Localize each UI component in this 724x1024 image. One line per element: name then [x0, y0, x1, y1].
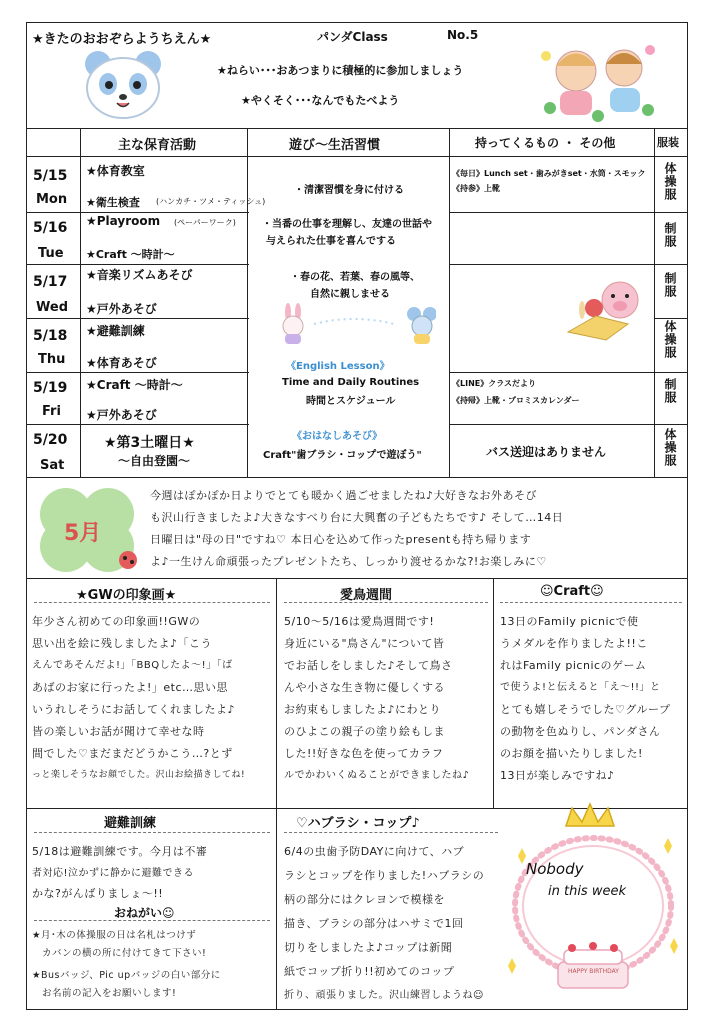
dow-5: Fri — [42, 404, 61, 419]
dow-2: Tue — [38, 246, 64, 261]
date-3: 5/17 — [33, 274, 68, 290]
gw-line-4: あばのお家に行ったよ!」etc…思い思 — [32, 681, 229, 694]
act-wed-1: ★音楽リズムあそび — [86, 268, 193, 282]
dress-fri: 制服 — [663, 378, 677, 404]
bird-title: 愛鳥週間 — [340, 588, 393, 603]
act-mon-1: ★体育教室 — [86, 164, 145, 178]
promise-text: ★やくそく･･･なんでもたべよう — [241, 94, 400, 107]
gw-line-6: 皆の楽しいお話が聞けて幸せな時 — [32, 725, 205, 738]
brush-line-7: 折り、頑張りました。沢山練習しようね☺ — [284, 990, 484, 1001]
gw-title: ★GWの印象画★ — [76, 588, 177, 603]
may-line-1: 今週はぽかぽか日よりでとても暖かく過ごせましたね♪大好きなお外あそび — [150, 489, 538, 502]
dress-wed: 制服 — [663, 272, 677, 298]
gw-line-2: 思い出を絵に残しましたよ♪「こう — [32, 637, 213, 650]
dow-1: Mon — [36, 192, 68, 207]
request-line-3: ★Busバッジ、Pic upバッジの白い部分に — [32, 970, 221, 981]
bird-line-7: した!!好きな色を使ってカラフ — [284, 747, 444, 760]
brush-title: ♡ハブラシ・コップ♪ — [296, 816, 420, 831]
dow-6: Sat — [40, 458, 65, 473]
craft-line-8: 13日が楽しみですね♪ — [500, 769, 615, 782]
habit-5: 自然に親しませる — [310, 289, 390, 300]
dress-sat: 体操服 — [663, 428, 677, 467]
bird-line-6: のひよこの親子の塗り絵もしま — [284, 725, 445, 738]
header-dress: 服装 — [657, 136, 679, 149]
habit-3: 与えられた仕事を喜んでする — [266, 236, 396, 247]
brush-line-1: 6/4の虫歯予防DAYに向けて、ハブ — [284, 845, 465, 858]
habit-4: ・春の花、若葉、春の風等、 — [290, 272, 420, 283]
evac-line-3: かな?がんばりましょ～!! — [32, 887, 164, 900]
brush-line-5: 切りをしましたよ♪コップは新聞 — [284, 941, 453, 954]
may-line-3: 日曜日は"母の日"ですね♡ 本日心を込めて作ったpresentも持ち帰ります — [150, 533, 532, 546]
children-flowers-icon — [538, 36, 658, 126]
craft-line-3: れはFamily picnicのゲーム — [500, 659, 647, 672]
bring-fri-2: 《持帰》上靴・プロミスカレンダー — [452, 396, 580, 405]
header-bring: 持ってくるもの ・ その他 — [475, 136, 616, 150]
may-badge: 5月 — [64, 521, 102, 546]
act-fri-1: ★Craft ～時計～ — [86, 378, 183, 392]
craft-line-7: のお顔を描いたりしました! — [500, 747, 643, 760]
may-line-4: よ♪一生けん命頑張ったプレゼントたち、しっかり渡せるかな?!お楽しみに♡ — [150, 555, 547, 568]
habit-1: ・清潔習慣を身に付ける — [294, 185, 404, 196]
brush-line-3: 柄の部分にはクレヨンで模様を — [284, 893, 445, 906]
cake-text: HAPPY BIRTHDAY — [568, 968, 619, 975]
act-sat-1: ★第3土曜日★ — [104, 435, 195, 451]
habit-2: ・当番の仕事を理解し、友達の世話や — [262, 219, 432, 230]
act-mon-2-note: (ハンカチ・ツメ・ティッシュ) — [156, 197, 266, 206]
aim-text: ★ねらい･･･おあつまりに積極的に参加しましょう — [217, 64, 464, 77]
dress-thu: 体操服 — [663, 320, 677, 359]
class-name: パンダClass — [317, 30, 388, 44]
date-5: 5/19 — [33, 380, 68, 396]
gw-line-1: 年少さん初めての印象画!!GWの — [32, 615, 201, 628]
date-4: 5/18 — [33, 328, 68, 344]
act-tue-2: ★Craft ～時計～ — [86, 248, 175, 261]
craft-line-1: 13日のFamily picnicで使 — [500, 615, 639, 628]
craft-line-6: の動物を色ぬりし、パンダさん — [500, 725, 661, 738]
brush-line-6: 紙でコップ折り!!初めてのコップ — [284, 965, 455, 978]
bird-line-8: ルでかわいくぬることができましたね♪ — [284, 770, 470, 781]
request-title: おねがい☺ — [114, 906, 175, 920]
craft-title: ☺Craft☺ — [540, 584, 604, 599]
date-1: 5/15 — [33, 168, 68, 184]
dress-mon: 体操服 — [663, 162, 677, 201]
request-line-4: お名前の記入をお願いします! — [42, 988, 177, 999]
brush-line-2: ラシとコップを作りました!ハブラシの — [284, 869, 485, 882]
evac-line-1: 5/18は避難訓練です。今月は不審 — [32, 845, 208, 858]
may-line-2: も沢山行きましたよ♪大きなすべり台に大興奮の子どもたちです♪ そして…14日 — [150, 511, 564, 524]
header-habits: 遊び～生活習慣 — [289, 138, 381, 153]
evac-line-2: 者対応!泣かずに静かに避難できる — [32, 868, 195, 879]
date-2: 5/16 — [33, 220, 68, 236]
request-line-1: ★月･木の体操服の日は名札はつけず — [32, 930, 197, 941]
bird-line-5: お約束もしましたよ♪にわとり — [284, 703, 442, 716]
bring-mon-2: 《持参》上靴 — [452, 184, 500, 193]
english-title: 《English Lesson》 — [286, 361, 390, 372]
english-line-2: 時間とスケジュール — [306, 396, 396, 407]
bird-line-3: でお話しをしました♪そして鳥さ — [284, 659, 453, 672]
nobody-line-1: Nobody — [526, 860, 584, 878]
bring-fri-1: 《LINE》クラスだより — [452, 379, 536, 388]
gw-line-8: っと楽しそうなお顔でした。沢山お絵描きしてね! — [32, 770, 246, 780]
act-tue-1-note: (ペーパーワーク) — [174, 218, 236, 227]
evac-title: 避難訓練 — [104, 816, 157, 831]
date-6: 5/20 — [33, 432, 68, 448]
pig-picnic-icon — [566, 272, 650, 344]
bird-line-4: んや小さな生き物に優しくする — [284, 681, 445, 694]
bird-line-1: 5/10～5/16は愛鳥週間です! — [284, 615, 435, 628]
craft-line-5: とても嬉しそうでした♡グループ — [500, 703, 671, 716]
gw-line-5: いうれしそうにお話してくれましたよ♪ — [32, 703, 236, 716]
panda-face-icon — [80, 48, 166, 120]
brush-line-4: 描き、ブラシの部分はハサミで1回 — [284, 917, 464, 930]
issue-number: No.5 — [447, 28, 479, 42]
gw-line-3: えんであそんだよ!」「BBQしたよ～!」「ば — [32, 660, 233, 671]
bring-sat-1: バス送迎はありません — [486, 445, 607, 459]
craft-line-2: うメダルを作りましたよ!!こ — [500, 637, 648, 650]
dow-3: Wed — [36, 300, 68, 315]
act-wed-2: ★戸外あそび — [86, 302, 157, 316]
nobody-line-2: in this week — [548, 884, 626, 899]
act-fri-2: ★戸外あそび — [86, 408, 157, 422]
craft-line-4: で使うよ!と伝えると「え～!!」と — [500, 682, 661, 693]
act-thu-2: ★体育あそび — [86, 356, 157, 370]
story-title: 《おはなしあそび》 — [292, 431, 383, 442]
school-name: ★きたのおおぞらようちえん★ — [32, 32, 212, 47]
act-thu-1: ★避難訓練 — [86, 324, 145, 338]
bunny-and-mouse-icon — [274, 300, 436, 346]
story-line-1: Craft"歯ブラシ・コップで遊ぼう" — [263, 450, 422, 461]
act-mon-2: ★衛生検査 — [86, 196, 140, 209]
english-line-1: Time and Daily Routines — [282, 377, 420, 388]
request-line-2: カバンの横の所に付けてきて下さい! — [42, 948, 207, 959]
header-activities: 主な保育活動 — [118, 138, 197, 153]
dow-4: Thu — [38, 352, 66, 367]
act-sat-2: ～自由登園～ — [118, 454, 191, 468]
gw-line-7: 間でした♡まだまだどうかこう…?とず — [32, 747, 233, 760]
dress-tue: 制服 — [663, 222, 677, 248]
bird-line-2: 身近にいる"鳥さん"について皆 — [284, 637, 445, 650]
act-tue-1: ★Playroom — [86, 214, 161, 228]
birthday-frame — [500, 796, 686, 1008]
bring-mon-1: 《毎日》Lunch set・歯みがきset・水筒・スモック — [452, 169, 646, 178]
